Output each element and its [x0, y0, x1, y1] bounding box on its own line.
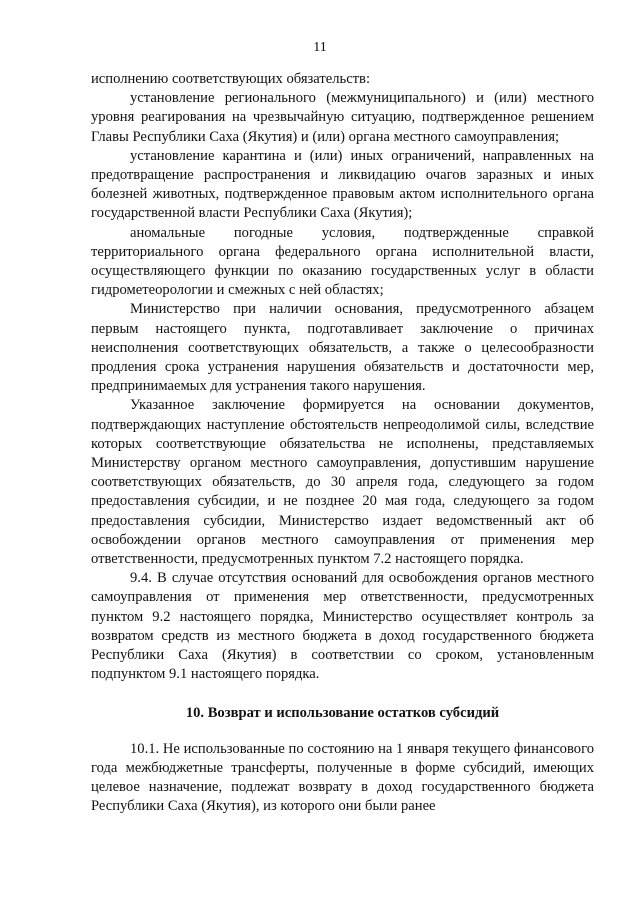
- paragraph-weather-conditions: аномальные погодные условия, подтвержденные справкой территориального органа федерального органа исполнительной власти, осуществляющего функции по оказанию государственных услуг в области гидрометеорологии и смежных с ней областях;: [91, 224, 594, 299]
- paragraph-continuation: исполнению соответствующих обязательств:: [91, 71, 371, 87]
- paragraph-emergency-response: установление регионального (межмуниципального) и (или) местного уровня реагирования на чрезвычайную ситуацию, подтвержденное решением Главы Республики Саха (Якутия) и (или) органа местного самоуправления;: [91, 90, 594, 145]
- paragraph-10-1: 10.1. Не использованные по состоянию на 1 января текущего финансового года межбюджетные трансферты, полученные в форме субсидий, имеющих целевое назначение, подлежат возврату в доход государственного бюджета Республики Саха (Якутия), из которого они были ранее: [91, 740, 594, 815]
- paragraph-quarantine: установление карантина и (или) иных ограничений, направленных на предотвращение распространения и ликвидацию очагов заразных и иных болезней животных, подтвержденное правовым актом исполнительного органа государственной власти Республики Саха (Якутия);: [91, 147, 594, 222]
- paragraph-conclusion-basis: Указанное заключение формируется на основании документов, подтверждающих наступление обстоятельств непреодолимой силы, вследствие которых соответствующие обязательства не исполнены, представляемых Министерству органом местного самоуправления, допустившим нарушение соответствующих обязательств, до 30 апреля года, следующего за годом предоставления субсидии, и не позднее 20 мая года, следующего за годом предоставления субсидии, Министерство издает ведомственный акт об освобождении органов местного самоуправления от применения мер ответственности, предусмотренных пунктом 7.2 настоящего порядка.: [91, 397, 594, 568]
- paragraph-9-4: 9.4. В случае отсутствия оснований для освобождения органов местного самоуправления от применения мер ответственности, предусмотренных пунктом 9.2 настоящего порядка, Министерство осуществляет контроль за возвратом средств из местного бюджета в доход государственного бюджета Республики Саха (Якутия) в соответствии со сроком, установленным подпунктом 9.1 настоящего порядка.: [91, 570, 594, 683]
- section-heading: 10. Возврат и использование остатков субсидий: [185, 704, 500, 721]
- body-text: [91, 70, 594, 817]
- page-number: 11: [313, 40, 327, 55]
- paragraph-ministry-conclusion: Министерство при наличии основания, предусмотренного абзацем первым настоящего пункта, подготавливает заключение о причинах неисполнения соответствующих обязательств, а также о целесообразности продления срока устранения нарушения обязательств и достаточности мер, предпринимаемых для устранения такого нарушения.: [91, 301, 594, 395]
